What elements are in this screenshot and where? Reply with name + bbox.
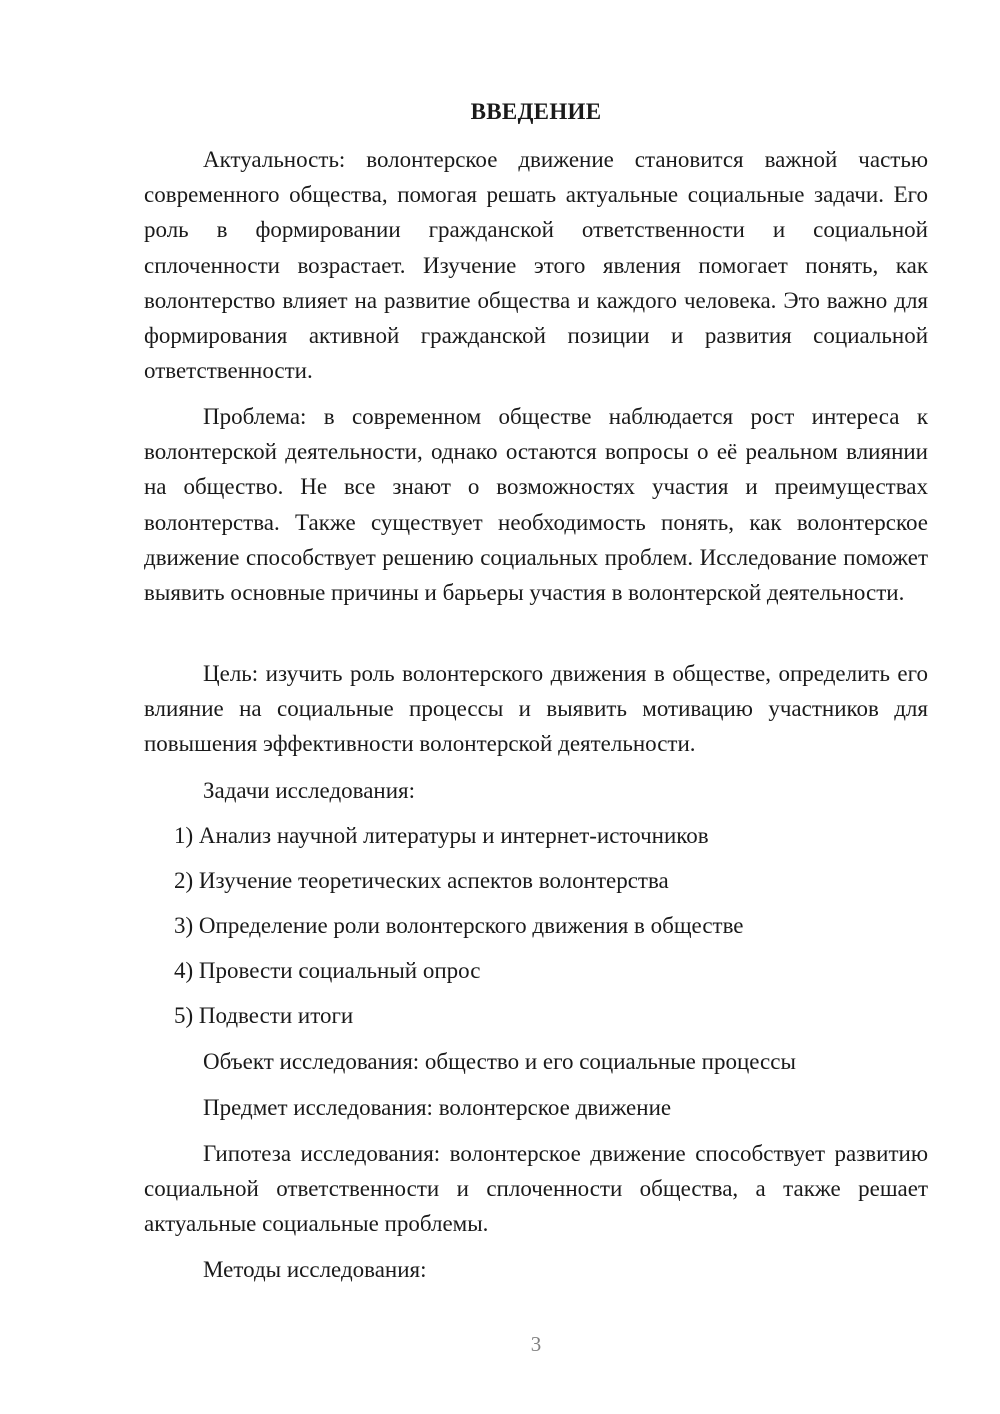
task-item: 2) Изучение теоретических аспектов волонтерства [174, 868, 669, 893]
page-number: 3 [530, 1332, 542, 1356]
task-item: 1) Анализ научной литературы и интернет-источников [174, 823, 709, 848]
research-subject: Предмет исследования: волонтерское движение [203, 1095, 672, 1120]
problem-paragraph: Проблема: в современном обществе наблюдается рост интереса к волонтерской деятельности, однако остаются вопросы о её реальном влиянии на общество. Не все знают о возможностях участия и преимуществах волонтерства. Также существует необходимость понять, как волонтерское движение способствует решению социальных проблем. Исследование поможет выявить основные причины и барьеры участия в волонтерской деятельности. [144, 404, 928, 606]
section-heading: ВВЕДЕНИЕ [470, 99, 602, 124]
task-item: 4) Провести социальный опрос [174, 958, 481, 983]
tasks-title: Задачи исследования: [203, 778, 416, 803]
hypothesis-paragraph: Гипотеза исследования: волонтерское движение способствует развитию социальной ответственности и сплоченности общества, а также решает актуальные социальные проблемы. [144, 1141, 928, 1237]
goal-paragraph: Цель: изучить роль волонтерского движения в обществе, определить его влияние на социальные процессы и выявить мотивацию участников для повышения эффективности волонтерской деятельности. [144, 661, 928, 757]
research-object: Объект исследования: общество и его социальные процессы [203, 1049, 796, 1074]
task-item: 3) Определение роли волонтерского движения в обществе [174, 913, 744, 938]
relevance-paragraph: Актуальность: волонтерское движение становится важной частью современного общества, помогая решать актуальные социальные задачи. Его роль в формировании гражданской ответственности и социальной сплоченности возрастает. Изучение этого явления помогает понять, как волонтерство влияет на развитие общества и каждого человека. Это важно для формирования активной гражданской позиции и развития социальной ответственности. [144, 147, 928, 384]
task-item: 5) Подвести итоги [174, 1003, 354, 1028]
methods-title: Методы исследования: [203, 1257, 427, 1282]
